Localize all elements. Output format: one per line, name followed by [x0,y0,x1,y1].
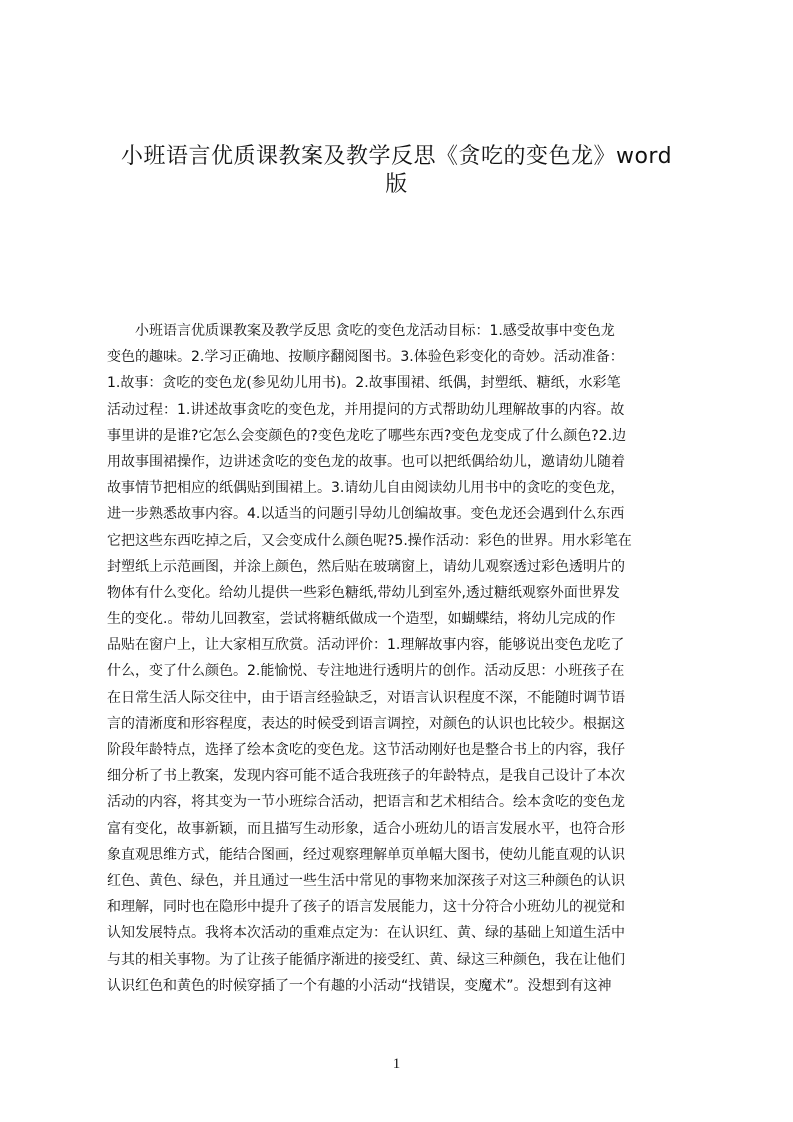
body-line: 变色的趣味。2.学习正确地、按顺序翻阅图书。3.体验色彩变化的奇妙。活动准备： [107,349,624,366]
body-line: 封塑纸上示范画图，并涂上颜色，然后贴在玻璃窗上，请幼儿观察透过彩色透明片的 [107,558,625,575]
body-line: 象直观思维方式，能结合图画，经过观察理解单页单幅大图书，使幼儿能直观的认识 [107,846,625,863]
body-line: 活动过程：1.讲述故事贪吃的变色龙，并用提问的方式帮助幼儿理解故事的内容。故 [107,401,625,418]
body-line: 在日常生活人际交往中，由于语言经验缺乏，对语言认识程度不深，不能随时调节语 [107,689,625,706]
body-line: 进一步熟悉故事内容。4.以适当的问题引导幼儿创编故事。变色龙还会遇到什么东西 [107,506,625,523]
document-title [100,143,693,199]
body-line: 红色、黄色、绿色，并且通过一些生活中常见的事物来加深孩子对这三种颜色的认识 [107,872,625,889]
body-line: 认知发展特点。我将本次活动的重难点定为：在认识红、黄、绿的基础上知道生活中 [107,925,625,942]
body-line: 品贴在窗户上，让大家相互欣赏。活动评价：1.理解故事内容，能够说出变色龙吃了 [107,637,625,654]
title-line-2: 版 [385,172,408,197]
body-line: 细分析了书上教案，发现内容可能不适合我班孩子的年龄特点，是我自己设计了本次 [107,768,625,785]
body-line: 生的变化.。带幼儿回教室，尝试将糖纸做成一个造型，如蝴蝶结，将幼儿完成的作 [107,611,616,628]
body-line: 1.故事：贪吃的变色龙(参见幼儿用书)。2.故事围裙、纸偶，封塑纸、糖纸，水彩笔 [107,375,621,392]
page-number: 1 [392,1056,401,1072]
body-line: 和理解，同时也在隐形中提升了孩子的语言发展能力，这十分符合小班幼儿的视觉和 [107,899,625,916]
body-line: 物体有什么变化。给幼儿提供一些彩色糖纸,带幼儿到室外,透过糖纸观察外面世界发 [107,584,620,601]
body-line: 小班语言优质课教案及教学反思 贪吃的变色龙活动目标：1.感受故事中变色龙 [107,323,615,339]
body-line: 富有变化，故事新颖，而且描写生动形象，适合小班幼儿的语言发展水平，也符合形 [107,820,625,837]
body-line: 与其的相关事物。为了让孩子能循序渐进的接受红、黄、绿这三种颜色，我在让他们 [107,951,625,968]
body-line: 故事情节把相应的纸偶贴到围裙上。3.请幼儿自由阅读幼儿用书中的贪吃的变色龙， [107,480,625,497]
body-line: 阶段年龄特点，选择了绘本贪吃的变色龙。这节活动刚好也是整合书上的内容，我仔 [107,742,625,758]
body-line: 它把这些东西吃掉之后，又会变成什么颜色呢?5.操作活动：彩色的世界。用水彩笔在 [107,532,632,549]
body-line: 认识红色和黄色的时候穿插了一个有趣的小活动“找错误，变魔术”。没想到有这神 [107,977,612,994]
body-line: 什么，变了什么颜色。2.能愉悦、专注地进行透明片的创作。活动反思：小班孩子在 [107,663,625,680]
title-line-1: 小班语言优质课教案及教学反思《贪吃的变色龙》word [120,144,673,169]
body-line: 事里讲的是谁?它怎么会变颜色的?变色龙吃了哪些东西?变色龙变成了什么颜色?2.边 [107,427,627,444]
body-line: 言的清淅度和形容程度，表达的时候受到语言调控，对颜色的认识也比较少。根据这 [107,715,625,732]
document-body [107,318,697,999]
body-line: 活动的内容，将其变为一节小班综合活动，把语言和艺术相结合。绘本贪吃的变色龙 [107,794,625,811]
body-line: 用故事围裙操作，边讲述贪吃的变色龙的故事。也可以把纸偶给幼儿，邀请幼儿随着 [107,453,625,470]
